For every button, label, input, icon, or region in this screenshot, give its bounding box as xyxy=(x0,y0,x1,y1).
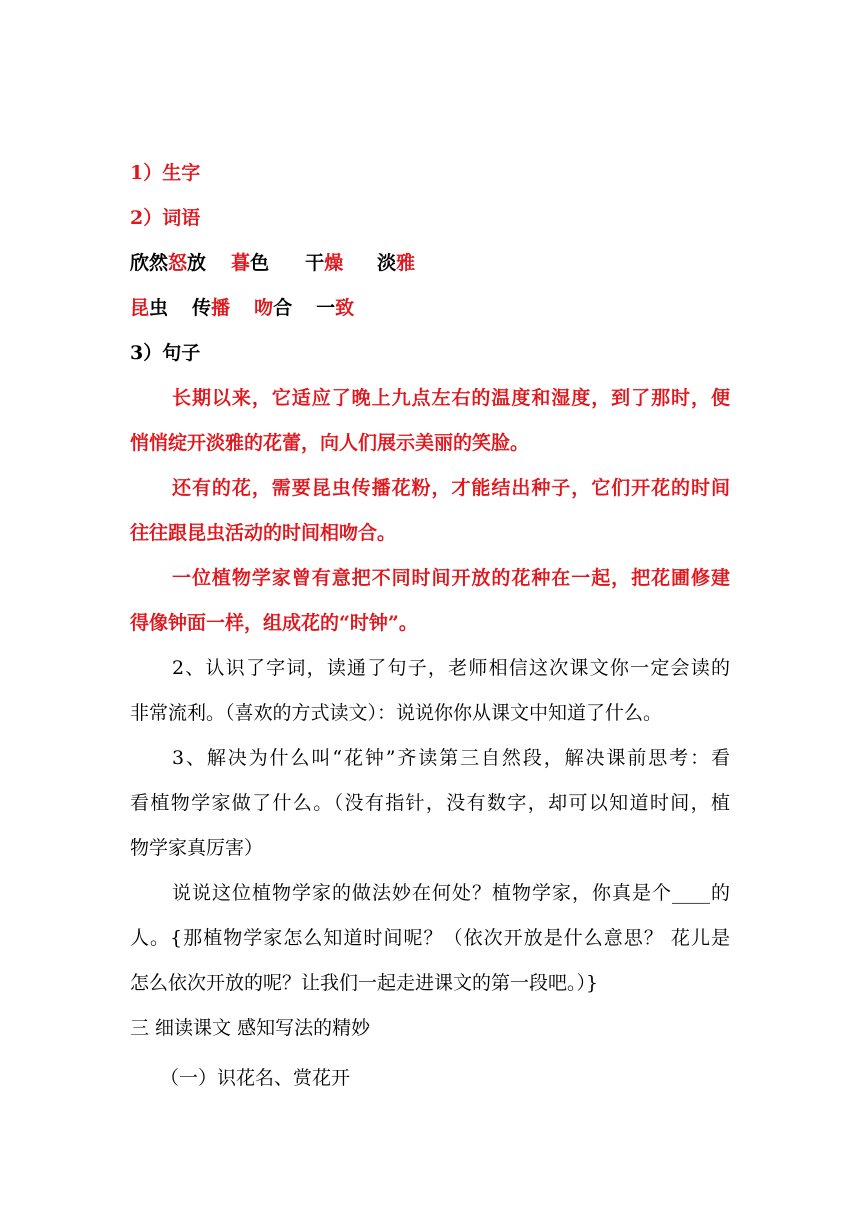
section-3-heading: 三 细读课文 感知写法的精妙 xyxy=(130,1017,371,1039)
heading-ciyu xyxy=(130,207,730,229)
heading-text: 词语 xyxy=(162,207,201,229)
heading-text: 生字 xyxy=(162,162,201,184)
word-xinran-nufang: 欣然怒放 xyxy=(130,252,207,274)
sentence-3-line-2: 得像钟面一样，组成花的“时钟”。 xyxy=(130,612,418,634)
word-list-row-1 xyxy=(130,252,730,274)
heading-number: 3） xyxy=(130,342,163,364)
word-kun-chong: 昆虫 xyxy=(130,297,169,319)
word-wen-he: 吻合 xyxy=(254,297,293,319)
heading-text: 句子 xyxy=(162,342,201,364)
sentence-1-line-1: 长期以来，它适应了晚上九点左右的温度和湿度，到了那时，便 xyxy=(172,387,730,409)
subsection-1-heading: （一）识花名、赏花开 xyxy=(160,1067,351,1089)
heading-shengzi xyxy=(130,162,730,184)
heading-number: 2） xyxy=(130,207,163,229)
word-dan-ya: 淡雅 xyxy=(377,252,416,274)
word-mu-se: 暮色 xyxy=(231,252,270,274)
word-yi-zhi: 一致 xyxy=(316,297,355,319)
sentence-2-line-2: 往往跟昆虫活动的时间相吻合。 xyxy=(130,522,397,544)
sentence-1-line-2: 悄悄绽开淡雅的花蕾，向人们展示美丽的笑脸。 xyxy=(130,432,530,454)
paragraph-4-line-2: 人。{那植物学家怎么知道时间呢？（依次开放是什么意思？ 花儿是 xyxy=(130,927,730,949)
word-chuan-bo: 传播 xyxy=(192,297,231,319)
paragraph-2-line-1: 2、认识了字词，读通了句子，老师相信这次课文你一定会读的 xyxy=(172,657,730,679)
heading-number: 1） xyxy=(130,162,163,184)
paragraph-4-line-1: 说说这位植物学家的做法妙在何处？植物学家，你真是个____的 xyxy=(172,882,730,904)
paragraph-2-line-2: 非常流利。（喜欢的方式读文）：说说你你从课文中知道了什么。 xyxy=(130,702,663,724)
paragraph-4-line-3: 怎么依次开放的呢？让我们一起走进课文的第一段吧。）} xyxy=(130,972,599,994)
paragraph-3-line-3: 物学家真厉害） xyxy=(130,837,264,859)
heading-juzi xyxy=(130,342,730,364)
paragraph-3-line-2: 看植物学家做了什么。（没有指针，没有数字，却可以知道时间，植 xyxy=(130,792,730,814)
word-gan-zao: 干燥 xyxy=(305,252,344,274)
sentence-3-line-1: 一位植物学家曾有意把不同时间开放的花种在一起，把花圃修建 xyxy=(172,567,730,589)
sentence-2-line-1: 还有的花，需要昆虫传播花粉，才能结出种子，它们开花的时间 xyxy=(172,477,730,499)
paragraph-3-line-1: 3、解决为什么叫“花钟”齐读第三自然段，解决课前思考：看 xyxy=(172,747,730,769)
word-list-row-2 xyxy=(130,297,730,319)
